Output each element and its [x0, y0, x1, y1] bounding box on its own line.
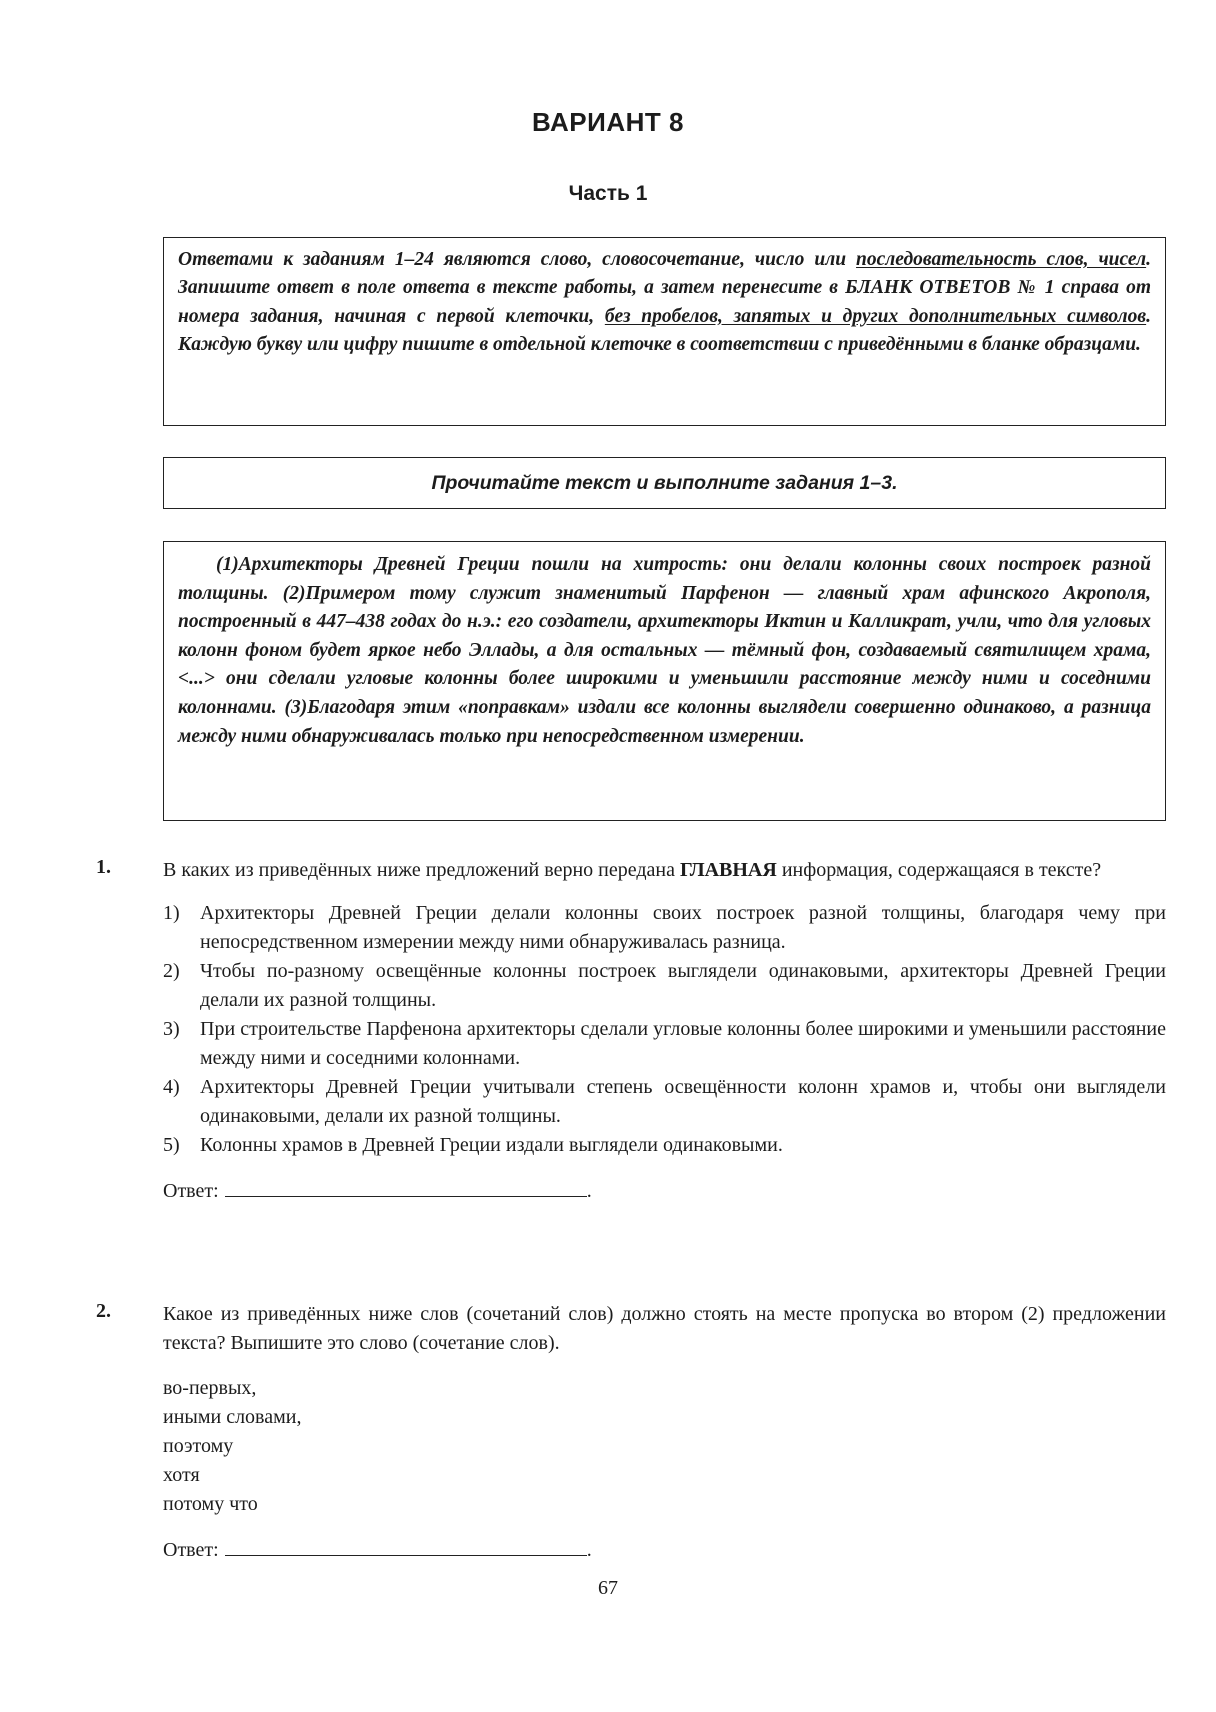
option-text: Архитекторы Древней Греции делали колонны своих построек разной толщины, благодаря чему при непосредственном измерении между ними обнаруживалась разница.: [200, 902, 1166, 953]
word-item: поэтому: [163, 1435, 234, 1457]
question-2-word-list: [163, 1374, 1166, 1519]
page-number: 67: [598, 1577, 618, 1599]
question-1-text-after: информация, содержащаяся в тексте?: [776, 859, 1102, 881]
answer-end: .: [586, 1180, 592, 1202]
question-2-text: Какое из приведённых ниже слов (сочетаний слов) должно стоять на месте пропуска во втором (2) предложении текста? Выпишите это слово (сочетание слов).: [163, 1303, 1166, 1354]
question-2-answer: [163, 1535, 1166, 1565]
word-item: иными словами,: [163, 1406, 302, 1428]
instructions-underline-2: без пробелов, запятых и других дополнительных символов: [604, 305, 1147, 327]
instructions-seg-3: . Запишите ответ в поле ответа в тексте работы, а затем перенесите в БЛАНК ОТВЕТОВ № 1 справа от номера задания, начиная с первой клеточки,: [178, 249, 1151, 327]
question-1-text-before: В каких из приведённых ниже предложений верно передана: [163, 859, 680, 881]
answer-blank-2[interactable]: [225, 1535, 587, 1556]
instructions-seg-5: . Каждую букву или цифру пишите в отдельной клеточке в соответствии с приведёнными в бланке образцами.: [178, 305, 1151, 356]
instructions-text: [178, 246, 1151, 360]
option-number: 3): [163, 1018, 180, 1040]
answer-end: .: [586, 1539, 592, 1561]
option-text: Чтобы по-разному освещённые колонны построек выглядели одинаковыми, архитекторы Древней Греции делали их разной толщины.: [200, 960, 1166, 1011]
question-2-number: 2.: [96, 1300, 111, 1322]
word-item: во-первых,: [163, 1377, 257, 1399]
question-1-text: [163, 856, 1166, 885]
question-1: [96, 856, 1166, 1206]
option-1: [163, 899, 1166, 957]
instructions-underline-1: последовательность слов, чисел: [856, 249, 1147, 270]
passage-text: (1)Архитекторы Древней Греции пошли на хитрость: они делали колонны своих построек разной толщины. (2)Примером тому служит знаменитый Парфенон — главный храм афинского Акрополя, построенный в 447–438 годах до н.э.: его создатели, архитекторы Иктин и Калликрат, учли, что для угловых колонн фоном будет яркое небо Эллады, а для остальных — тёмный фон, создаваемый святилищем храма, <...> они сделали угловые колонны более широкими и уменьшили расстояние между ними и соседними колоннами. (3)Благодаря этим «поправкам» издали все колонны выглядели совершенно одинаково, а разница между ними обнаруживалась только при непосредственном измерении.: [178, 554, 1151, 747]
option-5: [163, 1131, 1166, 1160]
question-1-text-bold: ГЛАВНАЯ: [679, 859, 777, 881]
option-number: 2): [163, 960, 180, 982]
option-4: [163, 1073, 1166, 1131]
option-number: 5): [163, 1134, 180, 1156]
read-prompt-box: [163, 457, 1166, 509]
answer-blank-1[interactable]: [225, 1176, 587, 1197]
answer-label: Ответ:: [163, 1539, 219, 1561]
option-3: [163, 1015, 1166, 1073]
option-number: 4): [163, 1076, 180, 1098]
instructions-seg-1: Ответами к заданиям 1–24 являются слово, словосочетание, число или: [178, 249, 857, 270]
question-1-answer: [163, 1176, 1166, 1206]
instructions-box: [163, 237, 1166, 426]
option-2: [163, 957, 1166, 1015]
option-text: Архитекторы Древней Греции учитывали степень освещённости колонн храмов и, чтобы они выглядели одинаковыми, делали их разной толщины.: [200, 1076, 1166, 1127]
option-text: Колонны храмов в Древней Греции издали выглядели одинаковыми.: [200, 1134, 783, 1156]
option-number: 1): [163, 902, 180, 924]
word-item: потому что: [163, 1493, 258, 1515]
answer-label: Ответ:: [163, 1180, 219, 1202]
question-1-options: [163, 899, 1166, 1160]
option-text: При строительстве Парфенона архитекторы сделали угловые колонны более широкими и уменьшили расстояние между ними и соседними колоннами.: [200, 1018, 1166, 1069]
question-2: [96, 1300, 1166, 1565]
word-item: хотя: [163, 1464, 200, 1486]
read-prompt: Прочитайте текст и выполните задания 1–3.: [431, 471, 898, 494]
passage-box: [163, 541, 1166, 821]
question-1-number: 1.: [96, 856, 111, 878]
variant-title: ВАРИАНТ 8: [532, 107, 684, 137]
part-title: Часть 1: [568, 182, 648, 205]
